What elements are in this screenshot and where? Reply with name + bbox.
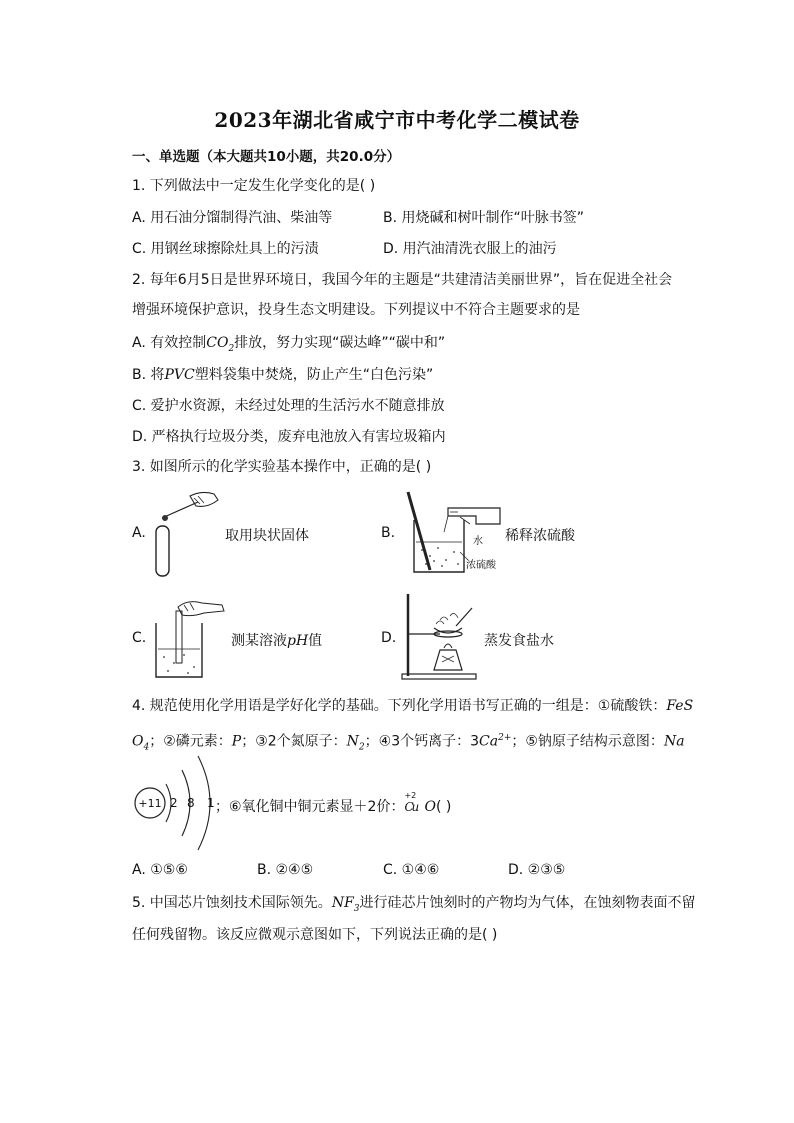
question-5-line-1: 5. 中国芯片蚀刻技术国际领先。$NF_3$进行硅芯片蚀刻时的产物均为气体，在蚀刻物表面不留: [132, 895, 696, 914]
section-heading: 一、单选题（本大题共10小题，共20.0分）: [132, 149, 401, 165]
option-b-text: 稀释浓硫酸: [505, 528, 575, 544]
question-4-option-a: A. ①⑤⑥: [132, 862, 188, 878]
question-3-stem: 3. 如图所示的化学实验基本操作中，正确的是( ): [132, 459, 432, 475]
shell-1-electrons: 2: [170, 796, 178, 810]
question-2-option-b: B. 将PVC塑料袋集中焚烧，防止产生“白色污染”: [132, 367, 434, 383]
question-4-option-d: D. ②③⑤: [508, 862, 566, 878]
question-5-line-2: 任何残留物。该反应微观示意图如下，下列说法正确的是( ): [132, 927, 498, 943]
option-d-text: 蒸发食盐水: [484, 633, 554, 649]
question-2-line-2: 增强环境保护意识，投身生态文明建设。下列提议中不符合主题要求的是: [132, 302, 580, 318]
page-title: 2023年湖北省咸宁市中考化学二模试卷: [214, 108, 580, 132]
acid-label: 浓硫酸: [466, 560, 496, 571]
ph-test-illustration: [152, 597, 227, 681]
question-2-line-1: 2. 每年6月5日是世界环境日，我国今年的主题是“共建清洁美丽世界”，旨在促进全社会: [132, 272, 673, 288]
question-2-option-c: C. 爱护水资源，未经过处理的生活污水不随意排放: [132, 398, 445, 414]
option-c-text: 测某溶液pH值: [231, 633, 323, 649]
question-4-line-2: $O_4$；②磷元素：P；③2个氮原子：$N_2$；④3个钙离子：$3Ca^{2+}$；⑤钠原子结构示意图：Na: [132, 733, 685, 753]
question-2-option-a: A. 有效控制$CO_2$排放，努力实现“碳达峰”“碳中和”: [132, 335, 446, 354]
question-1-stem: 1. 下列做法中一定发生化学变化的是( ): [132, 178, 376, 194]
question-4-line-1: 4. 规范使用化学用语是学好化学的基础。下列化学用语书写正确的一组是：①硫酸铁：FeS: [132, 698, 694, 714]
question-1-option-a: A. 用石油分馏制得汽油、柴油等: [132, 210, 333, 226]
shell-3-electrons: 1: [207, 796, 215, 810]
water-label: 水: [473, 536, 483, 547]
beaker-dilution-illustration: [400, 490, 505, 578]
option-b-letter: B.: [381, 525, 396, 541]
question-4-option-b: B. ②④⑤: [257, 862, 314, 878]
copper-oxide-formula: +2 C u: [404, 791, 420, 814]
option-d-letter: D.: [381, 630, 397, 646]
question-4-option-c: C. ①④⑥: [383, 862, 440, 878]
question-1-option-b: B. 用烧碱和树叶制作“叶脉书签”: [383, 210, 585, 226]
shell-2-electrons: 8: [187, 796, 195, 810]
evaporation-illustration: [400, 590, 480, 682]
test-tube-illustration: [150, 488, 220, 580]
question-1-option-d: D. 用汽油清洗衣服上的油污: [383, 241, 557, 257]
question-4-line-3: ；⑥氧化铜中铜元素显＋2价： +2 C u O( ): [215, 791, 452, 815]
nucleus-charge: +11: [138, 797, 162, 810]
option-a-letter: A.: [132, 525, 146, 541]
question-2-option-d: D. 严格执行垃圾分类，废弃电池放入有害垃圾箱内: [132, 429, 446, 445]
option-c-letter: C.: [132, 630, 147, 646]
question-1-option-c: C. 用钢丝球擦除灶具上的污渍: [132, 241, 319, 257]
option-a-text: 取用块状固体: [225, 528, 309, 544]
